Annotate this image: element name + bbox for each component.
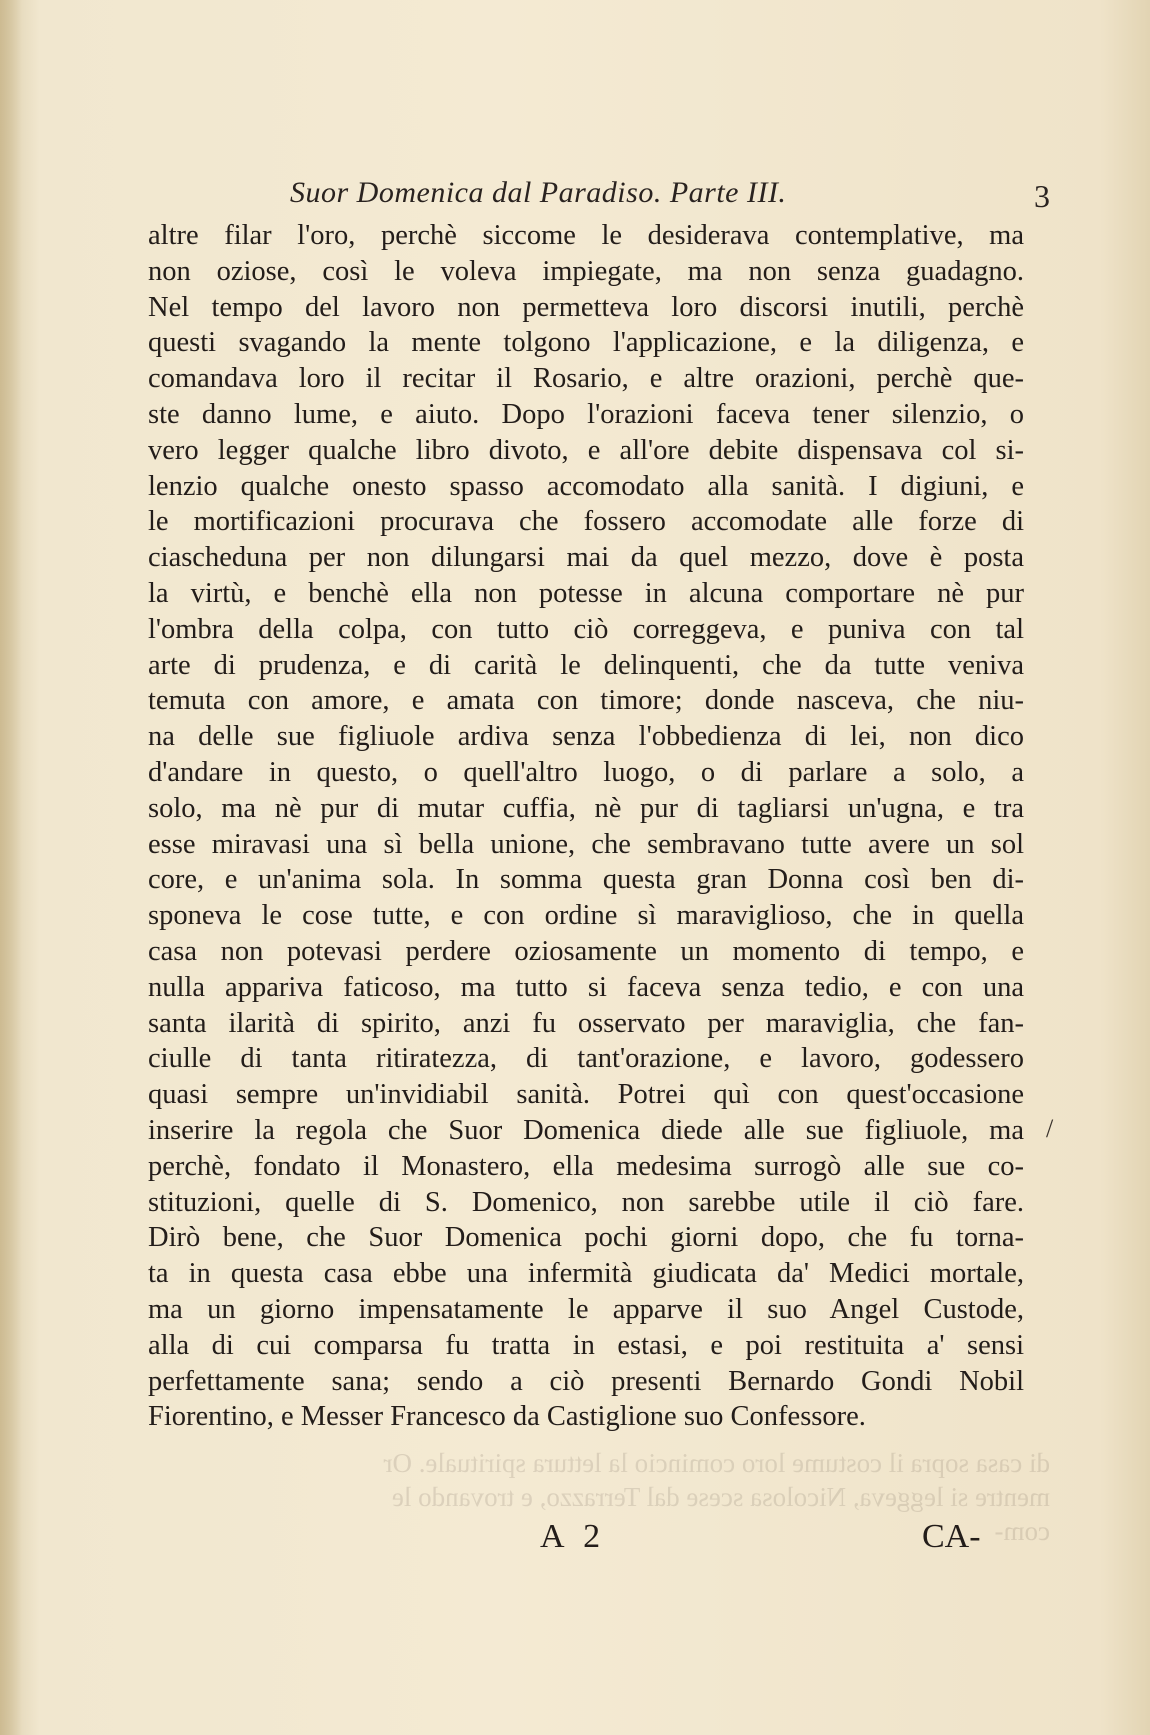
text-line: non oziose, così le voleva impiegate, ma non senza guadagno.: [148, 255, 1024, 287]
text-line: sponeva le cose tutte, e con ordine sì maraviglioso, che in quella: [148, 900, 1024, 932]
margin-mark: /: [1046, 1114, 1054, 1143]
text-line: arte di prudenza, e di carità le delinquenti, che da tutte veniva: [148, 649, 1024, 681]
text-line: perfettamente sana; sendo a ciò presenti Bernardo Gondi Nobil: [148, 1365, 1024, 1397]
text-line: nulla appariva faticoso, ma tutto si faceva senza tedio, e con una: [148, 971, 1024, 1003]
text-line: vero legger qualche libro divoto, e all'ore debite dispensava col si-: [148, 434, 1024, 466]
text-line: solo, ma nè pur di mutar cuffia, nè pur di tagliarsi un'ugna, e tra: [148, 792, 1024, 824]
bleed-through-line: mentre si leggeva, Nicolosa scese dal Terrazzo, e trovando le: [391, 1482, 1050, 1512]
text-line: santa ilarità di spirito, anzi fu osservato per maraviglia, che fan-: [148, 1007, 1024, 1039]
page-number: 3: [1034, 178, 1050, 214]
text-line: lenzio qualche onesto spasso accomodato alla sanità. I digiuni, e: [148, 470, 1024, 502]
text-line: la virtù, e benchè ella non potesse in alcuna comportare nè pur: [148, 577, 1024, 609]
signature-mark: A 2: [540, 1518, 607, 1555]
text-line: na delle sue figliuole ardiva senza l'obbedienza di lei, non dico: [148, 721, 1024, 753]
text-line: core, e un'anima sola. In somma questa gran Donna così ben di-: [148, 864, 1024, 896]
text-line: Fiorentino, e Messer Francesco da Castiglione suo Confessore.: [148, 1401, 866, 1433]
body-text: [148, 218, 1024, 1435]
text-line: inserire la regola che Suor Domenica diede alle sue figliuole, ma: [148, 1114, 1024, 1146]
text-line: casa non potevasi perdere oziosamente un momento di tempo, e: [148, 935, 1024, 967]
text-line: quasi sempre un'invidiabil sanità. Potrei quì con quest'occasione: [148, 1079, 1024, 1111]
gutter-shadow: [0, 0, 22, 1735]
text-line: questi svagando la mente tolgono l'applicazione, e la diligenza, e: [148, 327, 1024, 359]
text-line: perchè, fondato il Monastero, ella medesima surrogò alle sue co-: [148, 1150, 1024, 1182]
text-line: le mortificazioni procurava che fossero accomodate alle forze di: [148, 506, 1024, 538]
text-line: ta in questa casa ebbe una infermità giudicata da' Medici mortale,: [148, 1258, 1024, 1290]
text-line: l'ombra della colpa, con tutto ciò correggeva, e puniva con tal: [148, 613, 1024, 645]
running-head: [290, 176, 1050, 220]
text-line: temuta con amore, e amata con timore; donde nasceva, che niu-: [148, 685, 1024, 717]
text-line: altre filar l'oro, perchè siccome le desiderava contemplative, ma: [148, 220, 1024, 251]
bleed-through-line: com-: [994, 1516, 1050, 1546]
running-head-title: Suor Domenica dal Paradiso. Parte III.: [290, 176, 787, 209]
text-line: ciascheduna per non dilungarsi mai da quel mezzo, dove è posta: [148, 542, 1024, 574]
text-line: Dirò bene, che Suor Domenica pochi giorni dopo, che fu torna-: [148, 1222, 1024, 1254]
text-line: ma un giorno impensatamente le apparve il suo Angel Custode,: [148, 1293, 1024, 1325]
text-line: Nel tempo del lavoro non permetteva loro discorsi inutili, perchè: [148, 291, 1024, 323]
catchword: CA-: [922, 1518, 981, 1555]
page-footer: [0, 1518, 1150, 1568]
text-line: alla di cui comparsa fu tratta in estasi, e poi restituita a' sensi: [148, 1329, 1024, 1361]
text-line: ciulle di tanta ritiratezza, di tant'orazione, e lavoro, godessero: [148, 1043, 1024, 1075]
text-line: stituzioni, quelle di S. Domenico, non sarebbe utile il ciò fare.: [148, 1186, 1024, 1218]
text-line: d'andare in questo, o quell'altro luogo, o di parlare a solo, a: [148, 756, 1024, 788]
bleed-through-line: di casa sopra il costume loro comincio la lettura spirituale. Or: [383, 1448, 1050, 1478]
text-line: comandava loro il recitar il Rosario, e altre orazioni, perchè que-: [148, 363, 1024, 395]
text-line: ste danno lume, e aiuto. Dopo l'orazioni faceva tener silenzio, o: [148, 398, 1024, 430]
text-line: esse miravasi una sì bella unione, che sembravano tutte avere un sol: [148, 828, 1024, 860]
